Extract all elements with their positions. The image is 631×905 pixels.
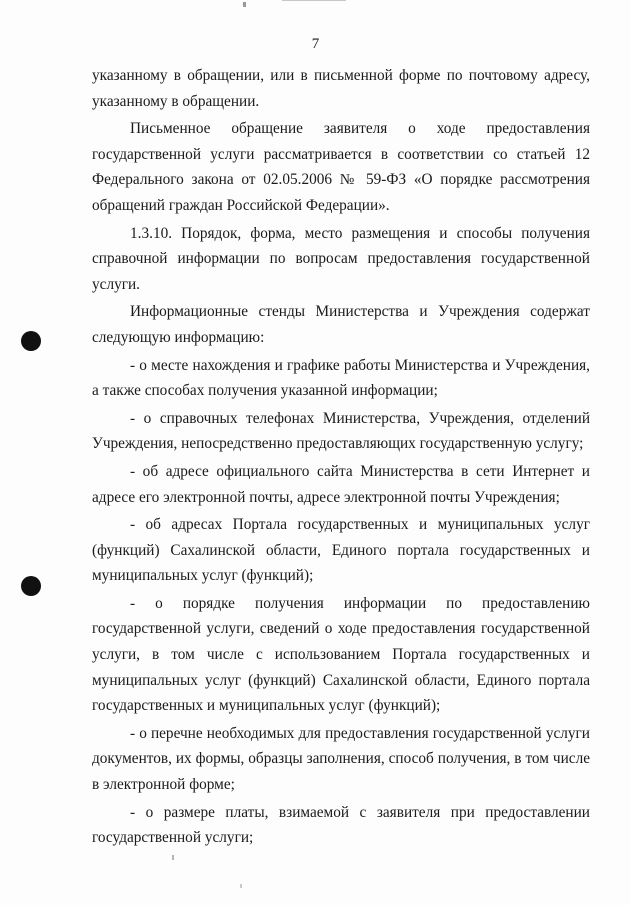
paragraph: Информационные стенды Министерства и Учреждения содержат следующую информацию:: [92, 303, 590, 346]
scan-artifact-bottom: [172, 855, 174, 860]
list-item: - о перечне необходимых для предоставления государственной услуги документов, их формы, образцы заполнения, способ получения, в том числе в электронной форме;: [92, 724, 590, 794]
list-item: - об адресах Портала государственных и муниципальных услуг (функций) Сахалинской области, Единого портала государственных и муниципальных услуг (функций);: [92, 516, 590, 585]
scan-artifact-top-line: [282, 0, 346, 1]
list-item: - о размере платы, взимаемой с заявителя при предоставлении государственной услуги;: [92, 803, 590, 847]
scan-artifact-bottom: [240, 884, 242, 888]
list-item: - о справочных телефонах Министерства, Учреждения, отделений Учреждения, непосредственно предоставляющих государственную услугу;: [92, 409, 590, 453]
punch-hole-upper: [21, 331, 41, 351]
list-item: - об адресе официального сайта Министерства в сети Интернет и адресе его электронной почты, адресе электронной почты Учреждения;: [92, 462, 590, 506]
list-item: - о месте нахождения и графике работы Министерства и Учреждения, а также способах получения указанной информации;: [92, 356, 590, 400]
paragraph: 1.3.10. Порядок, форма, место размещения и способы получения справочной информации по вопросам предоставления государственной услуги.: [92, 224, 590, 293]
page-number: 7: [311, 36, 320, 52]
document-body: [92, 63, 590, 851]
paragraph: Письменное обращение заявителя о ходе предоставления государственной услуги рассматривается в соответствии со статьей 12 Федерального закона от 02.05.2006 № 59-ФЗ «О порядке рассмотрения обращений граждан Российской Федерации».: [92, 120, 590, 214]
scan-artifact-top: [243, 2, 246, 7]
list-item: - о порядке получения информации по предоставлению государственной услуги, сведений о ходе предоставления государственной услуги, в том числе с использованием Портала государственных и муниципальных услуг (функций) Сахалинской области, Единого портала государственных и муниципальных услуг (функций);: [92, 594, 590, 715]
punch-hole-lower: [21, 576, 41, 596]
paragraph: указанному в обращении, или в письменной форме по почтовому адресу, указанному в обращении.: [92, 67, 590, 110]
